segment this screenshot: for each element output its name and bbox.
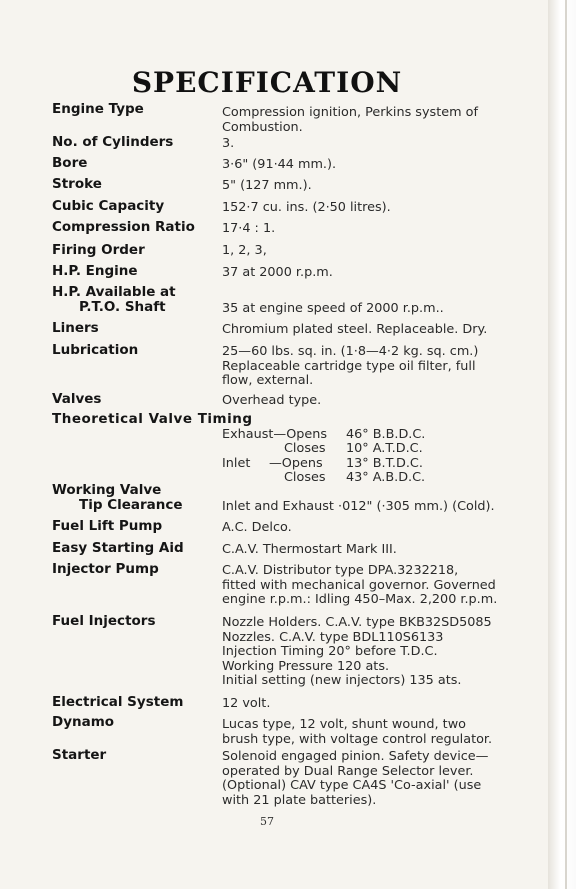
- spec-label-hp-pto: H.P. Available at: [52, 284, 176, 300]
- spec-value-cubic-capacity: 152·7 cu. ins. (2·50 litres).: [222, 200, 391, 215]
- spec-label-liners: Liners: [52, 320, 99, 336]
- spec-value-compression-ratio: 17·4 : 1.: [222, 221, 276, 236]
- spec-value-hp-pto: 35 at engine speed of 2000 r.p.m..: [222, 301, 444, 316]
- spec-value-cylinders: 3.: [222, 136, 235, 151]
- spec-value-fuel-lift-pump: A.C. Delco.: [222, 520, 292, 535]
- spec-label-electrical-system: Electrical System: [52, 694, 184, 710]
- spine-edge: [565, 0, 567, 889]
- spec-value-lubrication: 25—60 lbs. sq. in. (1·8—4·2 kg. sq. cm.) Replaceable cartridge type oil filter, full flow, external.: [222, 344, 479, 388]
- spec-label-hp-engine: H.P. Engine: [52, 263, 138, 279]
- spec-label-cubic-capacity: Cubic Capacity: [52, 198, 165, 214]
- spec-label-dynamo: Dynamo: [52, 714, 115, 730]
- spec-label-injector-pump: Injector Pump: [52, 561, 159, 577]
- timing-exhaust-closes-label: Closes: [284, 441, 326, 456]
- spec-value-valves: Overhead type.: [222, 393, 322, 408]
- spec-value-starting-aid: C.A.V. Thermostart Mark III.: [222, 542, 397, 557]
- spec-value-bore: 3·6" (91·44 mm.).: [222, 157, 337, 172]
- timing-inlet-closes-label: Closes: [284, 470, 326, 485]
- timing-inlet-label: Inlet: [222, 456, 251, 471]
- spec-value-dynamo: Lucas type, 12 volt, shunt wound, two brush type, with voltage control regulator.: [222, 717, 493, 747]
- spec-value-starter: Solenoid engaged pinion. Safety device— operated by Dual Range Selector lever. (Optional) CAV type CA4S 'Co-axial' (use with 21 plate batteries).: [222, 749, 489, 808]
- spec-value-fuel-injectors: Nozzle Holders. C.A.V. type BKB32SD5085 Nozzles. C.A.V. type BDL110S6133 Injection Timing 20° before T.D.C. Working Pressure 120 ats. Initial setting (new injectors) 135 ats.: [222, 615, 492, 688]
- spec-label-fuel-lift-pump: Fuel Lift Pump: [52, 518, 163, 534]
- spec-label-lubrication: Lubrication: [52, 342, 139, 358]
- spec-value-electrical-system: 12 volt.: [222, 696, 271, 711]
- spec-label-valves: Valves: [52, 391, 102, 407]
- spec-label-stroke: Stroke: [52, 176, 102, 192]
- book-spine: [548, 0, 576, 889]
- spec-label-valve-timing: Theoretical Valve Timing: [52, 411, 253, 427]
- spec-label-tip-clearance: Working Valve: [52, 482, 162, 498]
- spec-label-starter: Starter: [52, 747, 107, 763]
- page-title: SPECIFICATION: [131, 66, 403, 99]
- timing-inlet-opens-value: 13° B.T.D.C.: [346, 456, 423, 471]
- timing-exhaust-opens-value: 46° B.B.D.C.: [346, 427, 426, 442]
- spec-label-tip-clearance-line2: Tip Clearance: [79, 497, 183, 513]
- spec-value-engine-type: Compression ignition, Perkins system of Combustion.: [222, 105, 478, 135]
- spec-label-compression-ratio: Compression Ratio: [52, 219, 195, 235]
- spec-label-firing-order: Firing Order: [52, 242, 145, 258]
- timing-exhaust-opens-label: Exhaust—Opens: [222, 427, 328, 442]
- spec-value-hp-engine: 37 at 2000 r.p.m.: [222, 265, 333, 280]
- spec-label-hp-pto-line2: P.T.O. Shaft: [79, 299, 166, 315]
- spec-label-bore: Bore: [52, 155, 88, 171]
- spec-label-fuel-injectors: Fuel Injectors: [52, 613, 156, 629]
- timing-inlet-closes-value: 43° A.B.D.C.: [346, 470, 426, 485]
- timing-inlet-opens-label: —Opens: [269, 456, 323, 471]
- timing-exhaust-closes-value: 10° A.T.D.C.: [346, 441, 423, 456]
- spec-value-stroke: 5" (127 mm.).: [222, 178, 312, 193]
- spec-label-starting-aid: Easy Starting Aid: [52, 540, 184, 556]
- page-number: 57: [260, 815, 274, 828]
- spec-value-tip-clearance: Inlet and Exhaust ·012" (·305 mm.) (Cold).: [222, 499, 495, 514]
- spec-label-cylinders: No. of Cylinders: [52, 134, 174, 150]
- spec-label-engine-type: Engine Type: [52, 101, 144, 117]
- spec-value-injector-pump: C.A.V. Distributor type DPA.3232218, fitted with mechanical governor. Governed engine r.p.m.: Idling 450–Max. 2,200 r.p.m.: [222, 563, 498, 607]
- spec-value-liners: Chromium plated steel. Replaceable. Dry.: [222, 322, 488, 337]
- spec-value-firing-order: 1, 2, 3,: [222, 243, 267, 258]
